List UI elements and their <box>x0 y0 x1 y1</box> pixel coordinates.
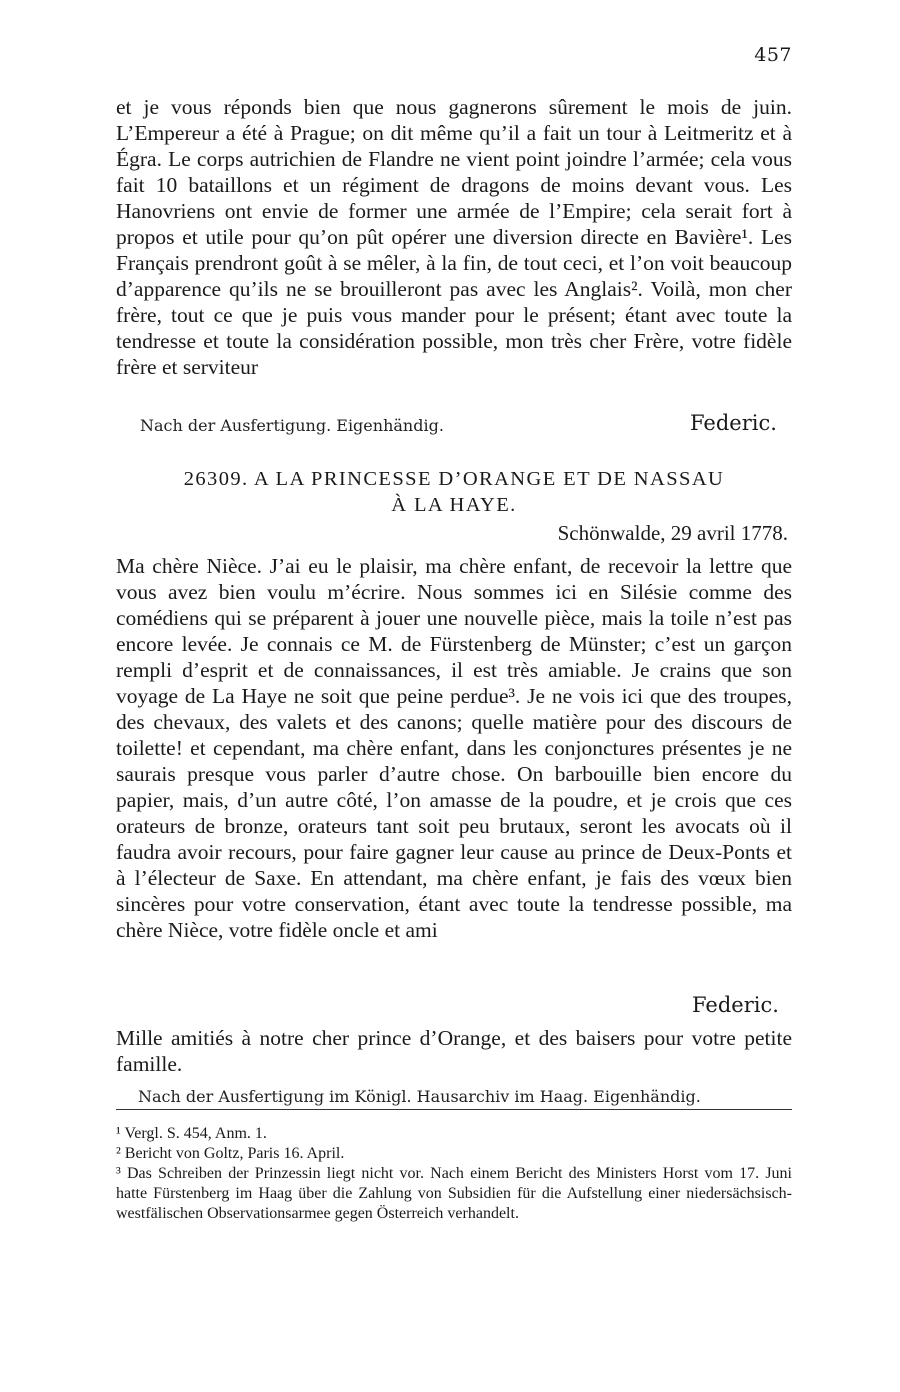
footnote-2: ² Bericht von Goltz, Paris 16. April. <box>116 1145 345 1162</box>
letter-heading <box>116 466 792 518</box>
letter-body-text: Ma chère Nièce. J’ai eu le plaisir, ma chère enfant, de recevoir la lettre que vous avez bien voulu m’écrire. Nous sommes ici en Silésie comme des comédiens qui se préparent à jouer une nouvelle pièce, mais la toile n’est pas encore levée. Je connais ce M. de Fürstenberg de Münster; c’est un garçon rempli d’esprit et de connaissances, il est très amiable. Je crains que son voyage de La Haye ne soit que peine perdue³. Je ne vois ici que des troupes, des chevaux, des valets et des canons; quelle matière pour des discours de toilette! et cependant, ma chère enfant, dans les conjonctures présentes je ne saurais presque vous parler d’autre chose. On barbouille bien encore du papier, mais, d’un autre côté, l’on amasse de la poudre, et je crois que ces orateurs de bronze, orateurs tant soit peu brutaux, seront les avocats où il faudra avoir recours, pour faire gagner leur cause au prince de Deux-Ponts et à l’électeur de Saxe. En attendant, ma chère enfant, je fais des vœux bien sincères pour votre conservation, étant avec toute la tendresse possible, ma chère Nièce, votre fidèle oncle et ami <box>116 554 792 942</box>
previous-letter-source: Nach der Ausfertigung. Eigenhändig. <box>140 416 444 435</box>
letter-body <box>116 553 792 943</box>
letter-postscript-text: Mille amitiés à notre cher prince d’Orange, et des baisers pour votre petite famille. <box>116 1026 792 1076</box>
previous-letter-paragraph <box>116 94 792 380</box>
letter-heading-line1: 26309. A LA PRINCESSE D’ORANGE ET DE NASSAU <box>183 468 725 490</box>
letter-heading-line2: À LA HAYE. <box>391 494 517 516</box>
previous-letter-signature: Federic. <box>690 411 777 435</box>
previous-letter-text: et je vous réponds bien que nous gagnerons sûrement le mois de juin. L’Empereur a été à Prague; on dit même qu’il a fait un tour à Leitmeritz et à Égra. Le corps autrichien de Flandre ne vient point joindre l’armée; cela vous fait 10 bataillons et un régiment de dragons de moins devant vous. Les Hanovriens ont envie de former une armée de l’Empire; cela serait fort à propos et utile pour qu’on pût opérer une diversion directe en Bavière¹. Les Français prendront goût à se mêler, à la fin, de tout ceci, et l’on voit beaucoup d’apparence qu’ils ne se brouilleront pas avec les Anglais². Voilà, mon cher frère, tout ce que je puis vous mander pour le présent; étant avec toute la tendresse et toute la considération possible, mon très cher Frère, votre fidèle frère et serviteur <box>116 95 792 379</box>
footnote-3: ³ Das Schreiben der Prinzessin liegt nicht vor. Nach einem Bericht des Ministers Horst vom 17. Juni hatte Fürstenberg im Haag über die Zahlung von Subsidien für die Aufstellung einer niedersächsisch-westfälischen Observationsarmee gegen Österreich verhandelt. <box>116 1165 792 1222</box>
footnote-divider <box>116 1109 792 1110</box>
letter-signature: Federic. <box>692 993 779 1017</box>
footnote-1: ¹ Vergl. S. 454, Anm. 1. <box>116 1125 267 1142</box>
letter-dateline: Schönwalde, 29 avril 1778. <box>557 521 788 545</box>
letter-source: Nach der Ausfertigung im Königl. Hausarchiv im Haag. Eigenhändig. <box>138 1087 701 1106</box>
page-number: 457 <box>754 44 792 66</box>
footnotes <box>116 1124 792 1224</box>
letter-postscript <box>116 1025 792 1077</box>
